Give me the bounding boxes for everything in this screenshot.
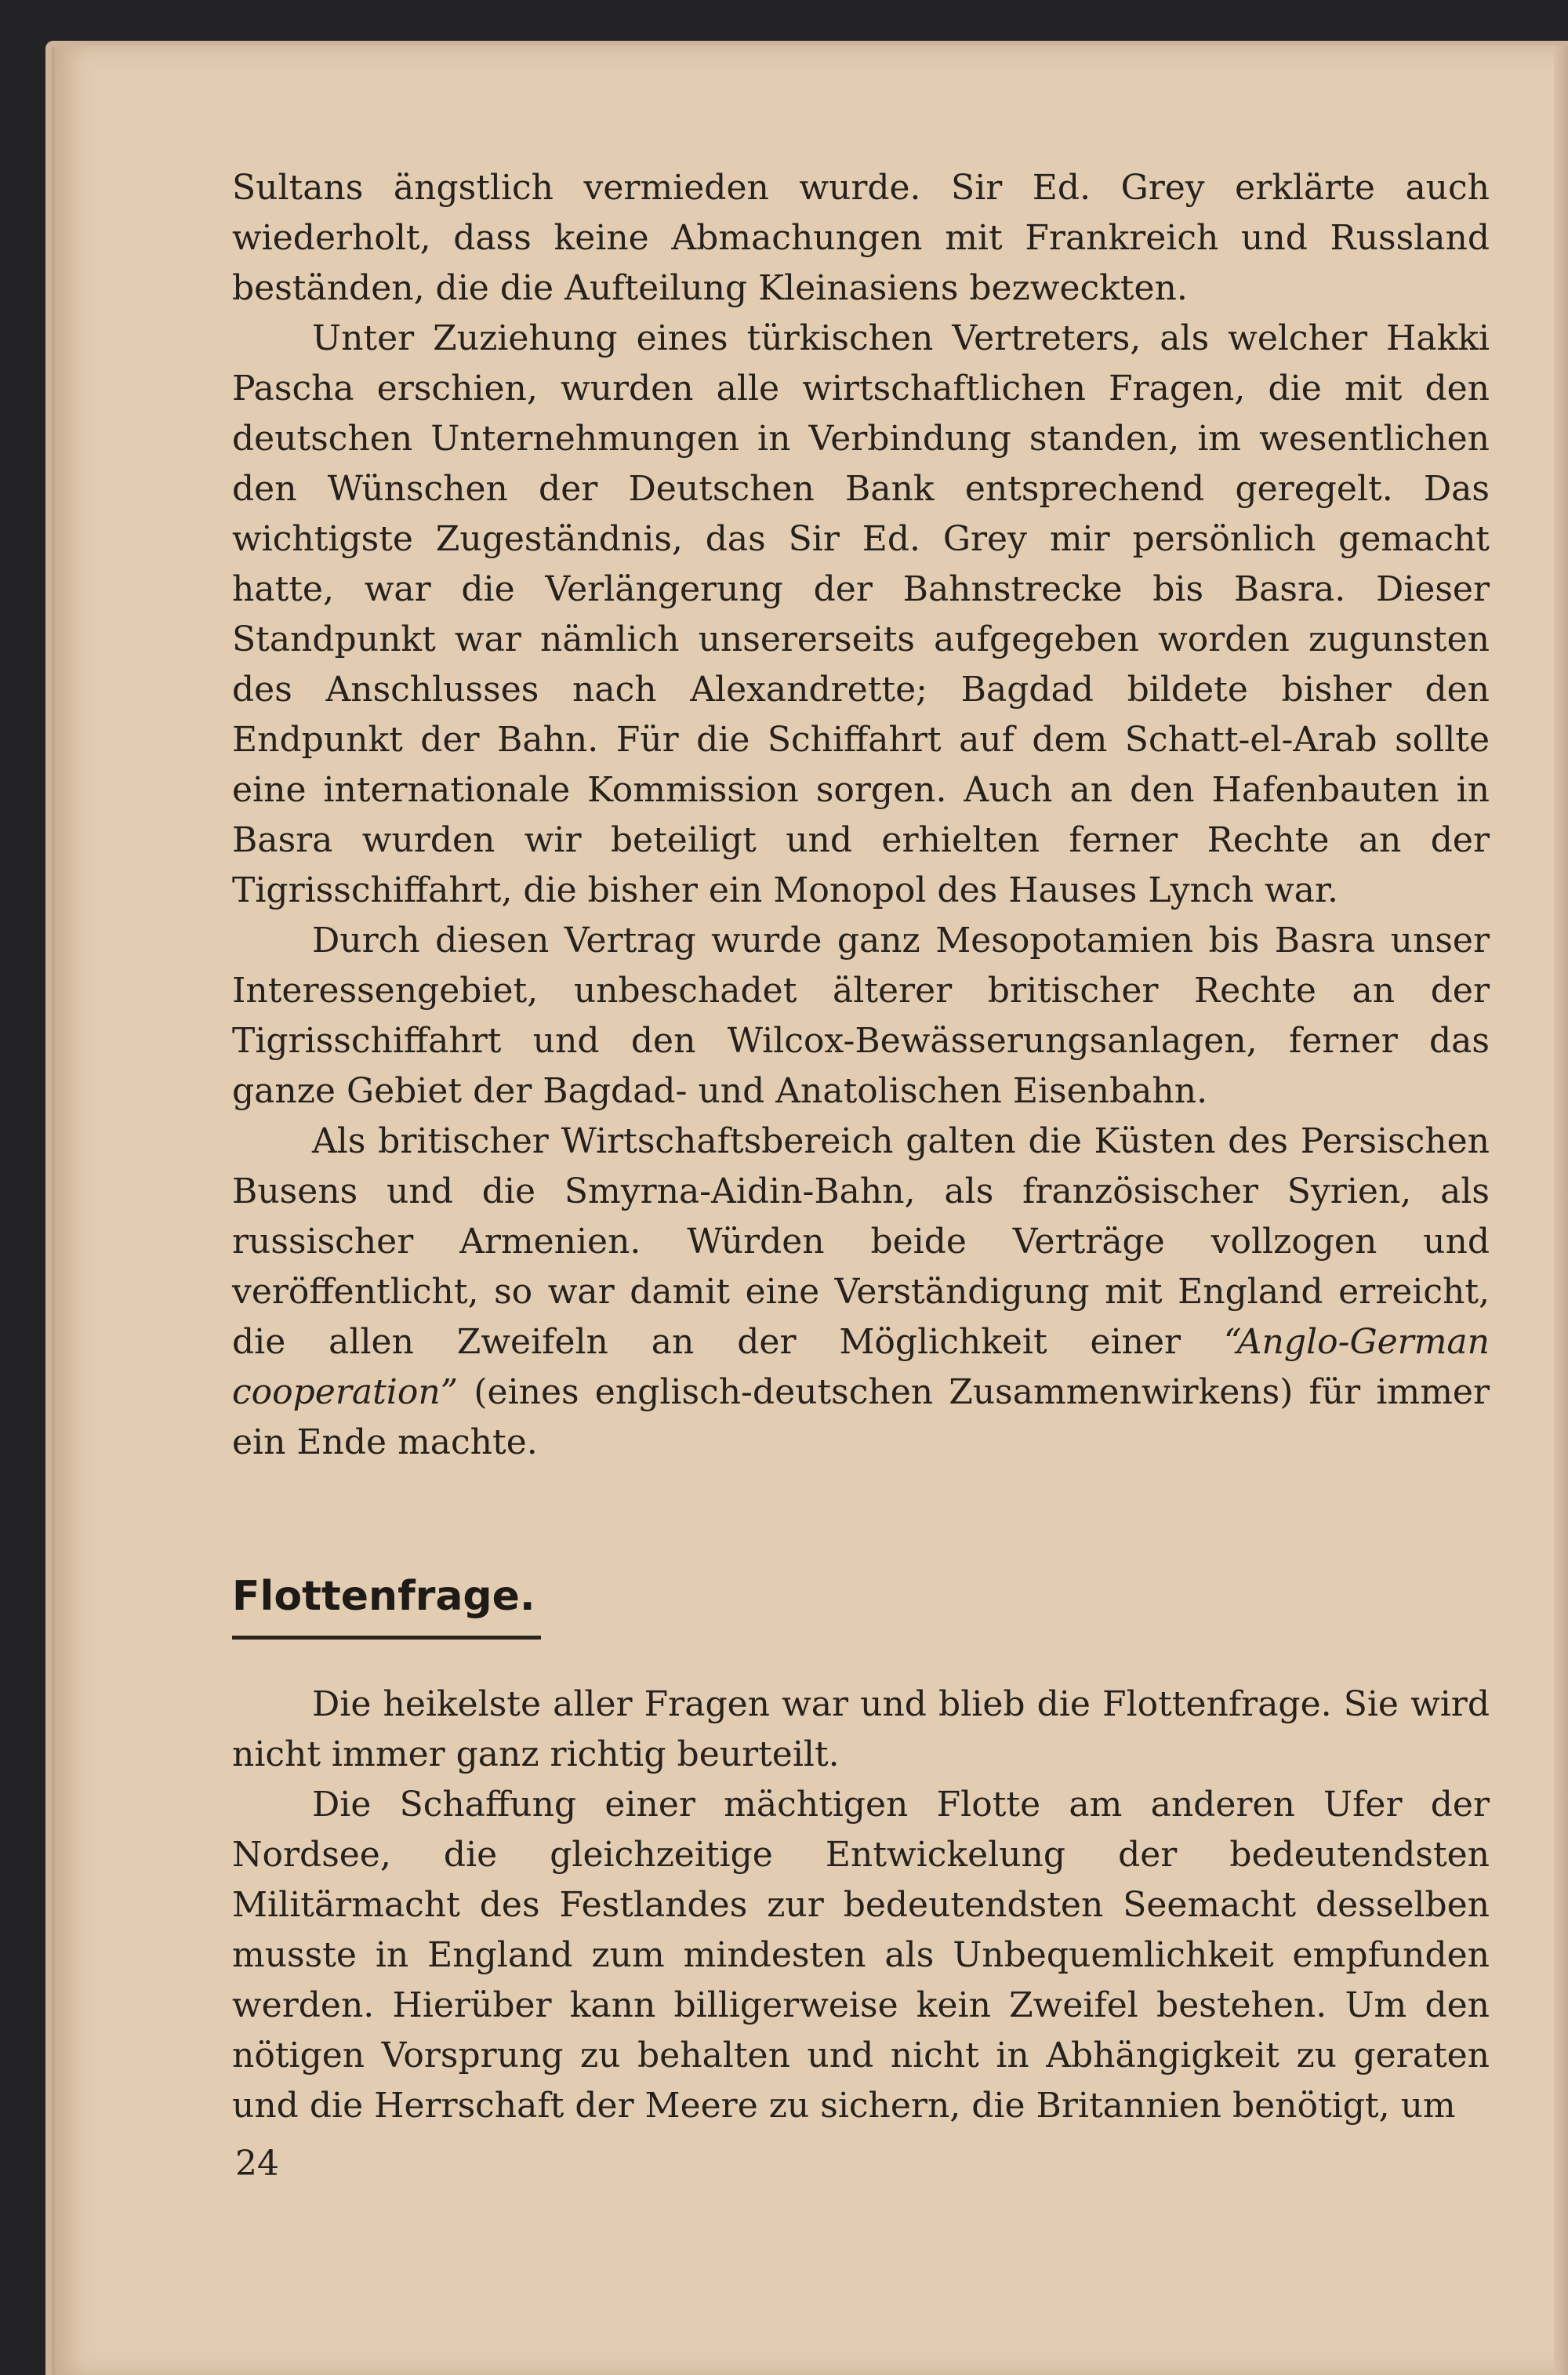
paragraph-4-italic: “Anglo-German cooperation” (232, 1322, 1490, 1412)
paragraph-1: Sultans ängstlich vermieden wurde. Sir Ed. Grey erklärte auch wiederholt, dass keine Abmachungen mit Frankreich und Russland beständen, die die Aufteilung Kleinasiens bezweckten. (232, 168, 1490, 308)
heading-underline (232, 1636, 541, 1640)
paragraph-2: Unter Zuziehung eines türkischen Vertreters, als welcher Hakki Pascha erschien, wurden alle wirtschaftlichen Fragen, die mit den deutschen Unternehmungen in Verbindung standen, im wesentlichen den Wünschen der Deutschen Bank entsprechend geregelt. Das wichtigste Zugeständnis, das Sir Ed. Grey mir persönlich gemacht hatte, war die Verlängerung der Bahnstrecke bis Basra. Dieser Standpunkt war nämlich unsererseits aufgegeben worden zugunsten des Anschlusses nach Alexandrette; Bagdad bildete bisher den Endpunkt der Bahn. Für die Schiffahrt auf dem Schatt-el-Arab sollte eine internationale Kommission sorgen. Auch an den Hafenbauten in Basra wurden wir beteiligt und erhielten ferner Rechte an der Tigrisschiffahrt, die bisher ein Monopol des Hauses Lynch war. (232, 318, 1490, 910)
page-spine (52, 47, 55, 2375)
page-edge (1554, 45, 1568, 2375)
body-text-top (232, 163, 1490, 1468)
paragraph-4 (232, 1117, 1490, 1468)
paragraph-6: Die Schaffung einer mächtigen Flotte am anderen Ufer der Nordsee, die gleichzeitige Entwickelung der bedeutendsten Militärmacht des Festlandes zur bedeutendsten Seemacht desselben musste in England zum mindesten als Unbequemlichkeit empfunden werden. Hierüber kann billigerweise kein Zweifel bestehen. Um den nötigen Vorsprung zu behalten und nicht in Abhängigkeit zu geraten und die Herrschaft der Meere zu sichern, die Britannien benötigt, um (232, 1785, 1490, 2126)
page-number: 24 (235, 2144, 279, 2184)
section-heading: Flottenfrage. (232, 1573, 535, 1620)
paragraph-3: Durch diesen Vertrag wurde ganz Mesopotamien bis Basra unser Interessengebiet, unbeschadet älterer britischer Rechte an der Tigrisschiffahrt und den Wilcox-Bewässerungsanlagen, ferner das ganze Gebiet der Bagdad- und Anatolischen Eisenbahn. (232, 921, 1490, 1111)
paragraph-5: Die heikelste aller Fragen war und blieb die Flottenfrage. Sie wird nicht immer ganz richtig beurteilt. (232, 1684, 1490, 1774)
body-text-bottom (232, 1680, 1490, 2131)
paragraph-4-end: (eines englisch-deutschen Zusammenwirkens) für immer ein Ende machte. (232, 1372, 1490, 1462)
paragraph-4-start: Als britischer Wirtschaftsbereich galten die Küsten des Persischen Busens und die Smyrna-Aidin-Bahn, als französischer Syrien, als russischer Armenien. Würden beide Verträge vollzogen und veröffentlicht, so war damit eine Verständigung mit England erreicht, die allen Zweifeln an der Möglichkeit einer (232, 1121, 1490, 1362)
